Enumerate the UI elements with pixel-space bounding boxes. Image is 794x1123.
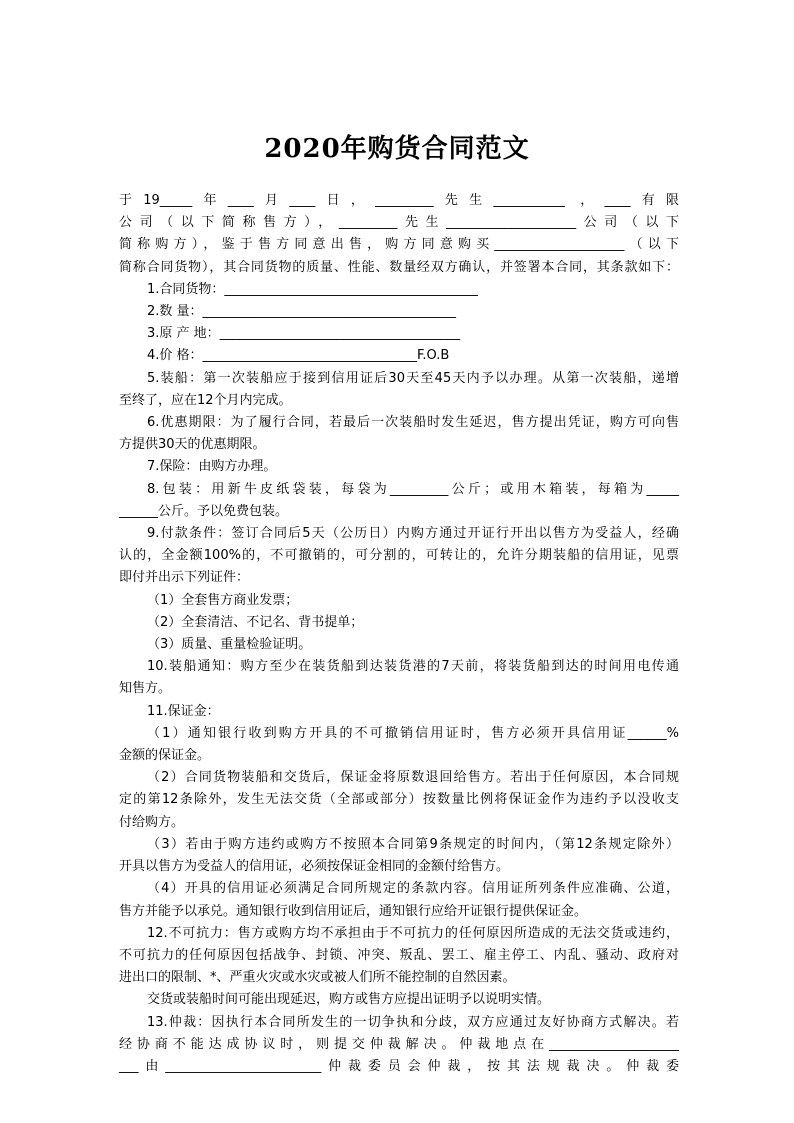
text-line: 认的，全金额100%的，不可撤销的，可分割的，可转让的，允许分期装船的信用证，见票 (119, 548, 679, 564)
document-body (119, 190, 679, 1078)
text-line: 11.保证金： (147, 703, 220, 719)
text-line: 即付并出示下列证件： (119, 570, 250, 586)
text-line: 8.包装：用新牛皮纸袋装，每袋为_________公斤；或用木箱装，每箱为_____ (147, 481, 679, 497)
text-line: 知售方。 (119, 681, 172, 697)
text-line: （3）若由于购方违约或购方不按照本合同第9条规定的时间内，（第12条规定除外） (147, 836, 679, 852)
text-line: ______公斤。予以免费包装。 (119, 503, 289, 519)
text-line: （3）质量、重量检验证明。 (147, 637, 312, 653)
text-line: 12.不可抗力：售方或购方均不承担由于不可抗力的任何原因所造成的无法交货或违约， (147, 925, 679, 941)
text-line: 交货或装船时间可能出现延迟，购方或售方应提出证明予以说明实情。 (147, 992, 551, 1008)
text-line: （4）开具的信用证必须满足合同所规定的条款内容。信用证所列条件应准确、公道， (147, 881, 679, 897)
text-line: 简称购方），鉴于售方同意出售，购方同意购买____________________（以下 (119, 237, 679, 253)
text-line: 5.装船：第一次装船应于接到信用证后30天至45天内予以办理。从第一次装船，递增 (147, 370, 679, 386)
text-line: 售方并能予以承兑。通知银行收到信用证后，通知银行应给开证银行提供保证金。 (119, 903, 588, 919)
text-line: 至终了，应在12个月内完成。 (119, 392, 292, 408)
text-line: 金额的保证金。 (119, 748, 211, 764)
text-line: 于19_____年____月____日，_________先生___________ ，____有限 (119, 193, 679, 208)
text-line: 2.数 量：_______________________________________ (147, 304, 457, 320)
text-line: 进出口的限制、*、严重火灾或水灾或被人们所不能控制的自然因素。 (119, 970, 516, 986)
text-line: 定的第12条除外，发生无法交货（全部或部分）按数量比例将保证金作为违约予以没收支 (119, 792, 679, 808)
text-line: 不可抗力的任何原因包括战争、封锁、冲突、叛乱、罢工、雇主停工、内乱、骚动、政府对 (119, 947, 679, 963)
text-line: ___由________________________仲裁委员会仲裁，按其法规裁决。仲裁委 (119, 1058, 679, 1074)
text-line: 13.仲裁：因执行本合同所发生的一切争执和分歧，双方应通过友好协商方式解决。若 (147, 1014, 679, 1030)
text-line: （2）全套清洁、不记名、背书提单； (147, 614, 364, 630)
text-line: 9.付款条件：签订合同后5天（公历日）内购方通过开证行开出以售方为受益人，经确 (147, 526, 679, 542)
text-line: 3.原 产 地：_____________________________________ (147, 326, 461, 342)
text-line: 6.优惠期限：为了履行合同，若最后一次装船时发生延迟，售方提出凭证，购方可向售 (147, 415, 679, 431)
text-line: （1）通知银行收到购方开具的不可撤销信用证时，售方必须开具信用证______% (147, 725, 679, 741)
text-line: （2）合同货物装船和交货后，保证金将原数退回给售方。若出于任何原因，本合同规 (147, 770, 679, 786)
text-line: 方提供30天的优惠期限。 (119, 437, 266, 453)
text-line: 4.价 格：_________________________________F.O.B (147, 348, 450, 364)
text-line: 公司（以下简称售方），_________先生____________________公司（以下 (119, 215, 679, 231)
text-line: 付给购方。 (119, 814, 185, 830)
text-line: （1）全套售方商业发票； (147, 592, 299, 608)
text-line: 10.装船通知：购方至少在装货船到达装货港的7天前，将装货船到达的时间用电传通 (147, 659, 679, 675)
text-line: 1.合同货物：_______________________________________ (147, 281, 478, 297)
document-title: 2020年购货合同范文 (264, 134, 530, 164)
text-line: 7.保险：由购方办理。 (147, 459, 277, 475)
text-line: 开具以售方为受益人的信用证，必须按保证金相同的金额付给售方。 (119, 859, 510, 875)
text-line: 简称合同货物），其合同货物的质量、性能、数量经双方确认，并签署本合同，其条款如下： (119, 259, 679, 275)
text-line: 经协商不能达成协议时，则提交仲裁解决。仲裁地点在____________________ (119, 1036, 679, 1052)
